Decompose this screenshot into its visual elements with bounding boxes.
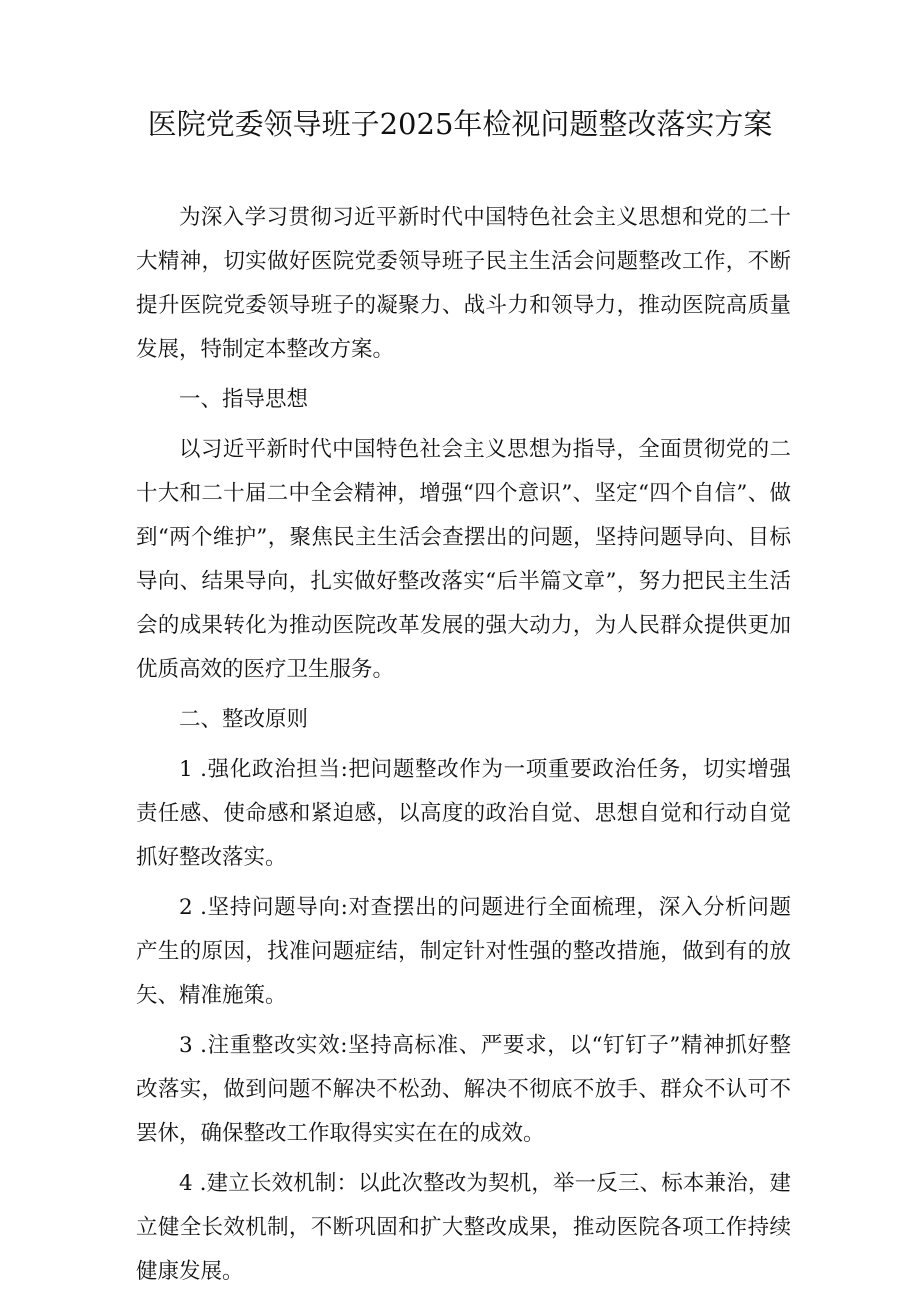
principle-item-3: 3 .注重整改实效:坚持高标准、严要求，以“钉钉子”精神抓好整改落实，做到问题不解决不松劲、解决不彻底不放手、群众不认可不罢休，确保整改工作取得实实在在的成效。 — [136, 1033, 791, 1146]
principle-item-1: 1 .强化政治担当:把问题整改作为一项重要政治任务，切实增强责任感、使命感和紧迫感，以高度的政治自觉、思想自觉和行动自觉抓好整改落实。 — [136, 757, 791, 870]
document-body — [136, 196, 791, 1300]
principle-item-2: 2 .坚持问题导向:对查摆出的问题进行全面梳理，深入分析问题产生的原因，找准问题症结，制定针对性强的整改措施，做到有的放矢、精准施策。 — [136, 895, 791, 1008]
document-title: 医院党委领导班子2025年检视问题整改落实方案 — [147, 107, 773, 141]
intro-paragraph: 为深入学习贯彻习近平新时代中国特色社会主义思想和党的二十大精神，切实做好医院党委领导班子民主生活会问题整改工作，不断提升医院党委领导班子的凝聚力、战斗力和领导力，推动医院高质量发展，特制定本整改方案。 — [136, 205, 791, 362]
section-heading-guiding-ideology: 一、指导思想 — [179, 387, 309, 412]
guiding-ideology-paragraph: 以习近平新时代中国特色社会主义思想为指导，全面贯彻党的二十大和二十届二中全会精神，增强“四个意识”、坚定“四个自信”、做到“两个维护”，聚焦民主生活会查摆出的问题，坚持问题导向、目标导向、结果导向，扎实做好整改落实“后半篇文章”，努力把民主生活会的成果转化为推动医院改革发展的强大动力，为人民群众提供更加优质高效的医疗卫生服务。 — [136, 437, 791, 682]
principle-item-4: 4 .建立长效机制：以此次整改为契机，举一反三、标本兼治，建立健全长效机制，不断巩固和扩大整改成果，推动医院各项工作持续健康发展。 — [136, 1171, 791, 1284]
section-heading-rectification-principles: 二、整改原则 — [179, 707, 309, 732]
